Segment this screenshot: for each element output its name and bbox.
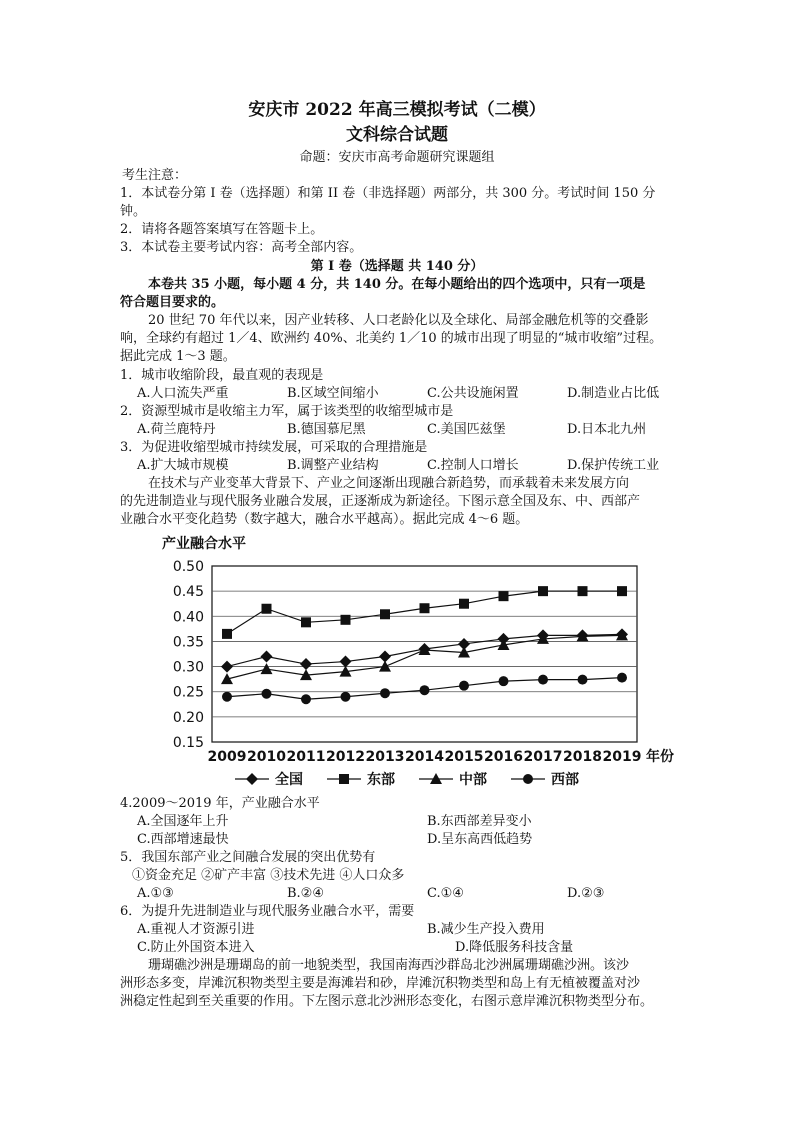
question-4-option-c: C.西部增速最快 [137,832,229,847]
data-point [341,692,351,702]
notes-heading: 考生注意： [122,168,188,183]
data-point [261,651,273,663]
question-1-option-c: C.公共设施闲置 [427,386,519,401]
section-instruction-cont: 符合题目要求的。 [120,295,225,310]
question-1-stem: 1．城市收缩阶段，最直观的表现是 [120,368,324,383]
x-tick-label: 2014 [405,749,444,765]
author-line: 命题：安庆市高考命题研究课题组 [299,150,495,165]
data-point [459,599,469,609]
passage-2-line-2: 的先进制造业与现代服务业融合发展，正逐渐成为新途径。下图示意全国及东、中、西部产 [120,494,641,509]
data-point [578,675,588,685]
data-point [262,689,272,699]
passage-2-line-1: 在技术与产业变革大背景下、产业之间逐渐出现融合新趋势，而承载着未来发展方向 [148,476,630,491]
question-5-option-c: C.①④ [427,886,464,901]
x-tick-label: 2019 [602,749,642,765]
question-2-option-c: C.美国匹兹堡 [427,422,506,437]
question-6-option-c: C.防止外国资本进入 [137,940,255,955]
question-5-choices: ①资金充足 ②矿产丰富 ③技术先进 ④人口众多 [132,868,405,883]
section-heading: 第 I 卷（选择题 共 140 分） [310,259,484,274]
passage-3-line-3: 洲稳定性起到至关重要的作用。下左图示意北沙洲形态变化，右图示意岸滩沉积物类型分布。 [120,994,654,1009]
x-tick-label: 2012 [326,749,365,765]
data-point [617,586,627,596]
x-tick-label: 2013 [365,749,405,765]
y-tick-label: 0.35 [172,634,204,651]
x-tick-label: 2011 [286,749,326,765]
question-4-stem: 4.2009～2019 年，产业融合水平 [120,796,320,811]
data-point [617,673,627,683]
data-point [380,688,390,698]
question-4-option-b: B.东西部差异变小 [427,814,532,829]
x-tick-label: 2018 [563,749,602,765]
passage-3-line-1: 珊瑚礁沙洲是珊瑚岛的前一地貌类型，我国南海西沙群岛北沙洲属珊瑚礁沙洲。该沙 [148,958,630,973]
legend-label: 西部 [551,772,579,788]
note-3: 3．本试卷主要考试内容：高考全部内容。 [120,240,363,255]
passage-3-line-2: 洲形态多变，岸滩沉积物类型主要是海滩岩和砂，岸滩沉积物类型和岛上有无植被覆盖对沙 [120,976,641,991]
legend-marker [339,774,349,784]
question-4-option-a: A.全国逐年上升 [137,814,229,829]
y-tick-label: 0.45 [172,584,204,601]
data-point [499,591,509,601]
data-point [499,676,509,686]
y-tick-label: 0.15 [172,735,204,751]
passage-1-line-1: 20 世纪 70 年代以来，因产业转移、人口老龄化以及全球化、局部金融危机等的交叠影 [148,313,649,328]
data-point [379,661,391,672]
passage-1-line-3: 据此完成 1～3 题。 [120,349,236,364]
data-point [420,603,430,613]
data-point [301,617,311,627]
legend-label: 东部 [367,772,395,788]
data-point [262,604,272,614]
data-point [261,663,273,674]
legend-label: 中部 [459,772,487,788]
series-square [222,586,627,639]
x-tick-label: 2015 [444,749,484,765]
x-tick-label: 2009 [207,749,247,765]
passage-1-line-2: 响，全球约有超过 1／4、欧洲约 40%、北美约 1／10 的城市出现了明显的“城市收缩”过程。 [120,331,663,346]
data-point [380,609,390,619]
question-3-stem: 3．为促进收缩型城市持续发展，可采取的合理措施是 [120,440,428,455]
question-3-option-c: C.控制人口增长 [427,458,519,473]
legend-item [235,771,303,788]
x-tick-label: 2010 [247,749,286,765]
section-instruction: 本卷共 35 小题，每小题 4 分，共 140 分。在每小题给出的四个选项中，只有一项是 [148,277,646,292]
y-tick-label: 0.25 [172,684,204,701]
question-3-option-a: A.扩大城市规模 [137,458,229,473]
industry-fusion-chart [140,530,700,795]
note-2: 2．请将各题答案填写在答题卡上。 [120,222,324,237]
data-point [222,629,232,639]
question-1-option-a: A.人口流失严重 [137,386,229,401]
question-5-option-b: B.②④ [287,886,324,901]
y-tick-label: 0.20 [172,709,204,726]
data-point [420,685,430,695]
question-5-option-a: A.①③ [137,886,174,901]
note-1-cont: 钟。 [120,204,147,219]
legend-item [419,771,487,788]
question-5-option-d: D.②③ [567,886,605,901]
question-3-option-b: B.调整产业结构 [287,458,379,473]
data-point [222,692,232,702]
note-1: 1．本试卷分第 I 卷（选择题）和第 II 卷（非选择题）两部分，共 300 分。考试时间 150 分 [120,186,656,201]
data-point [301,694,311,704]
data-point [538,675,548,685]
question-6-stem: 6．为提升先进制造业与现代服务业融合水平，需要 [120,904,415,919]
question-6-option-a: A.重视人才资源引进 [137,922,255,937]
question-2-option-b: B.德国慕尼黑 [287,422,366,437]
question-6-option-b: B.减少生产投入费用 [427,922,545,937]
question-1-option-d: D.制造业占比低 [567,386,660,401]
page-subtitle: 文科综合试题 [346,125,448,145]
question-2-option-d: D.日本北九州 [567,422,647,437]
data-point [578,586,588,596]
y-tick-label: 0.40 [172,609,204,626]
legend-item [327,771,395,788]
question-2-option-a: A.荷兰鹿特丹 [137,422,216,437]
data-point [341,615,351,625]
data-point [221,661,233,673]
chart-title: 产业融合水平 [162,536,246,552]
question-5-stem: 5．我国东部产业之间融合发展的突出优势有 [120,850,376,865]
x-axis-label: 年份 [646,749,674,765]
legend-item [511,771,579,788]
data-point [538,586,548,596]
x-tick-label: 2017 [523,749,563,765]
series-circle [222,673,627,705]
question-6-option-d: D.降低服务科技含量 [455,940,574,955]
legend-marker [523,774,533,784]
series-line [227,635,622,679]
legend-marker [246,773,258,785]
question-2-stem: 2．资源型城市是收缩主力军，属于该类型的收缩型城市是 [120,404,454,419]
passage-2-line-3: 业融合水平变化趋势（数字越大，融合水平越高）。据此完成 4～6 题。 [120,512,529,527]
x-tick-label: 2016 [484,749,523,765]
data-point [300,658,312,670]
series-triangle [221,629,628,684]
question-1-option-b: B.区域空间缩小 [287,386,379,401]
question-4-option-d: D.呈东高西低趋势 [427,832,533,847]
legend-label: 全国 [275,772,303,788]
question-3-option-d: D.保护传统工业 [567,458,660,473]
y-tick-label: 0.50 [172,559,204,575]
page-title: 安庆市 2022 年高三模拟考试（二模） [248,100,546,120]
y-tick-label: 0.30 [172,659,204,676]
data-point [459,681,469,691]
